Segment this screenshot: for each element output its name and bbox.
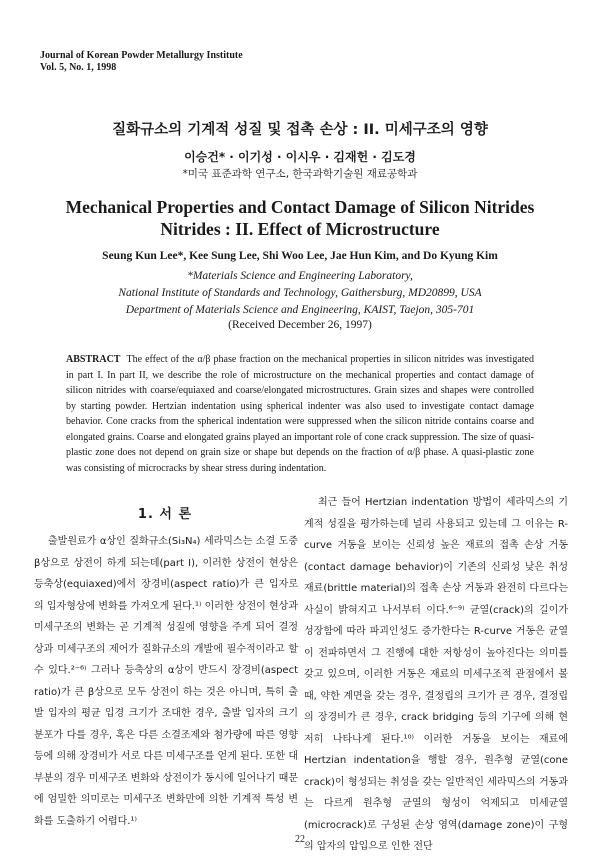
body-paragraph: 출발원료가 α상인 질화규소(Si₃N₄) 세라믹스는 소결 도중 β상으로 상전이 하게 되는데(part I), 이러한 상전이 현상은 등축상(equiaxed)에서 장경비(aspect ratio)가 큰 입자로의 입자형상에 변화를 가져오게 된다.¹⁾ 이러한 상전이 현상과 미세구조의 변화는 곧 기계적 성질에 영향을 주게 되어 결정 상과 미세구조의 제어가 질화규소의 개발에 필수적이라고 할 수 있다.²⁻⁶⁾ 그러나 등축상의 α상이 반드시 장경비(aspect ratio)가 큰 β상으로 모두 상전이 하는 것은 아니며, 특히 출발 입자의 평균 입경 크기가 조대한 경우, 출발 입자의 크기 분포가 다를 경우, 혹은 다른 소결조제와 첨가량에 따른 영향 등에 의해 장경비가 서로 다른 미세구조를 얻게 된다. 또한 대부분의 경우 미세구조 변화와 상전이가 동시에 일어나기 때문에 엄밀한 의미로는 미세구조 변화만에 의한 기계적 특성 변화를 도출하기 어렵다.¹⁾: [34, 536, 298, 827]
received-date: (Received December 26, 1997): [228, 319, 372, 331]
affiliation-line: Department of Materials Science and Engineering, KAIST, Taejon, 305-701: [125, 304, 475, 316]
english-title-line2: Nitrides : II. Effect of Microstructure: [160, 219, 440, 239]
english-title-line1: Mechanical Properties and Contact Damage of Silicon Nitrides: [65, 197, 535, 217]
body-column-right: [304, 492, 568, 858]
body-paragraph: 최근 들어 Hertzian indentation 방법이 세라믹스의 기계적 성질을 평가하는데 널리 사용되고 있는데 그 이유는 R-curve 거동을 보이는 신뢰성 높은 재료의 접촉 손상 거동(contact damage behavior)이 기존의 신뢰성 낮은 취성재료(brittle material)의 접촉 손상 거동과 완전히 다르다는 사실이 밝혀지고 나서부터 이다.⁶⁻⁹⁾ 균열(crack)의 길이가 성장함에 따라 파괴인성도 증가한다는 R-curve 거동은 균열이 전파하면서 그 진행에 대한 저항성이 높아진다는 의미를 갖고 있으며, 이러한 거동은 재료의 미세구조적 관점에서 볼 때, 약한 계면을 갖는 경우, 결정립의 크기가 큰 경우, 결정립의 장경비가 큰 경우, crack bridging 등의 기구에 의해 현저히 나타나게 된다.¹⁰⁾ 이러한 거동을 보이는 재료에 Hertzian indentation을 행할 경우, 원추형 균열(cone crack)이 형성되는 취성을 갖는 일반적인 세라믹스의 거동과는 다르게 원추형 균열의 형성이 억제되고 미세균열(microcrack)로 구성된 손상 영역(damage zone)이 구형의 압자의 압입으로 인한 전단: [304, 497, 568, 852]
section-heading: 1. 서 론: [137, 507, 193, 522]
english-authors: Seung Kun Lee*, Kee Sung Lee, Shi Woo Lee, Jae Hun Kim, and Do Kyung Kim: [102, 250, 498, 262]
journal-name: Journal of Korean Powder Metallurgy Institute: [40, 50, 243, 61]
page-number: 22: [295, 834, 305, 845]
journal-header: [40, 50, 243, 74]
abstract: [66, 352, 534, 476]
journal-volume: Vol. 5, No. 1, 1998: [40, 62, 117, 73]
abstract-label: ABSTRACT: [66, 354, 121, 365]
korean-affiliation: *미국 표준과학 연구소, 한국과학기술원 재료공학과: [182, 168, 418, 180]
english-title: [0, 196, 600, 240]
english-affiliations: [0, 268, 600, 319]
affiliation-line: *Materials Science and Engineering Laboratory,: [187, 270, 413, 282]
korean-authors: 이승건* · 이기성 · 이시우 · 김재헌 · 김도경: [184, 150, 416, 164]
affiliation-line: National Institute of Standards and Technology, Gaithersburg, MD20899, USA: [118, 287, 482, 299]
body-column-left: [34, 531, 298, 832]
korean-title: 질화규소의 기계적 성질 및 접촉 손상 : II. 미세구조의 영향: [112, 122, 488, 138]
abstract-text: The effect of the α/β phase fraction on the mechanical properties in silicon nitrides was investigated in part I. In part II, we describe the role of microstructure on the mechanical properties and contact damage of silicon nitrides with coarse/equiaxed and coarse/elongated microstructures. Grain sizes and shapes were controlled by starting powder. Hertzian indentation using spherical indenter was also used to investigate contact damage behavior. Cone cracks from the spherical indentation were suppressed when the silicon nitride contains coarse and elongated grains. Coarse and elongated grains played an important role of cone crack suppression. The size of quasi-plastic zone does not depend on grain size or shape but depends on the fraction of α/β phase. A quasi-plastic zone was consisting of microcracks by shear stress during indentation.: [66, 354, 534, 474]
